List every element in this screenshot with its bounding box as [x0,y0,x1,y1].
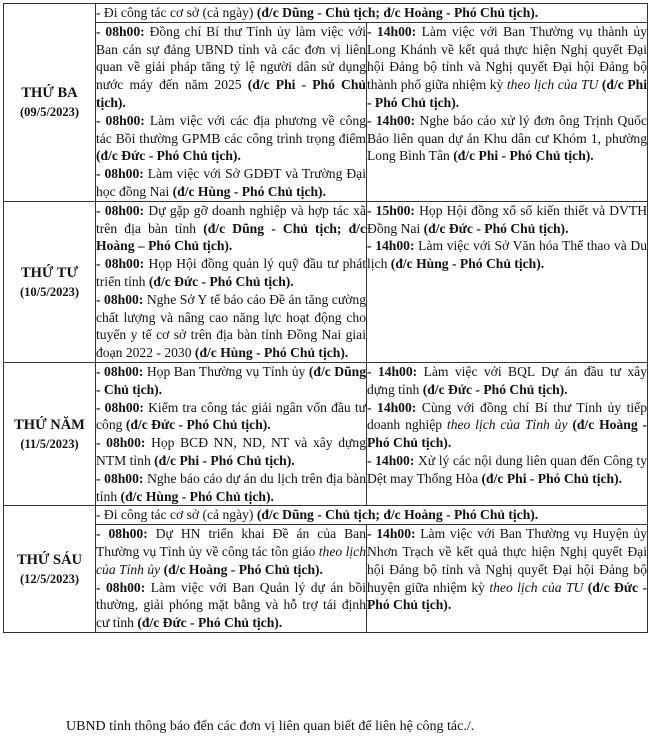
item-time: - 08h00: [96,202,145,218]
item-text: Làm việc với Ban Thường vụ thành ủy Long Khánh về kết quả thực hiện Nghị quyết Đại hội Đảng bộ tỉnh và Nghị quyết Đại hội Đảng bộ thành phố giữa nhiệm kỳ [367,23,647,93]
item-time: - 08h00: [96,291,144,307]
item-time: - 14h00: [367,452,415,468]
item-time: - 08h00: [96,470,144,486]
schedule-item [96,399,366,435]
item-time: - 15h00: [367,202,415,218]
schedule-item [367,23,647,112]
item-assignee: (đ/c Đức - Phó Chủ tịch). [96,148,241,164]
schedule-item [96,506,647,524]
item-text: Làm việc với Ban Thường vụ Huyện ủy Nhơn Trạch về kết quả thực hiện Nghị quyết Đại hội Đảng bộ tỉnh và Nghị quyết Đại hội Đảng bộ huyện giữa nhiệm kỳ [367,526,647,595]
item-time: - 14h00: [367,23,417,39]
schedule-item [96,434,366,470]
item-assignee: (đ/c Hoàng - Phó Chủ tịch). [163,561,323,577]
item-assignee: (đ/c Đức - Phó Chủ tịch). [423,220,569,236]
item-time: - 14h00: [367,399,417,415]
day-row [4,362,648,505]
item-text: Làm việc với BQL Dự án đầu tư xây dựng tỉnh [367,363,648,397]
day-date: (11/5/2023) [20,437,79,452]
day-row [4,201,648,362]
item-text: Nghe báo cáo xử lý đơn ông Trịnh Quốc Bảo liên quan dự án Khu dân cư Khóm 1, phường Long Bình Tân [367,112,648,164]
afternoon-cell [367,525,648,633]
day-row [4,22,648,201]
item-assignee: (đ/c Hoàng - Phó Chủ tịch). [367,417,647,451]
item-text: Dự HN triển khai Đề án của Ban Thường vụ Tỉnh ủy về công tác tôn giáo [96,526,367,559]
item-assignee: (đ/c Phi - Phó Chủ tịch). [481,470,623,486]
item-time: - 08h00: [96,579,146,595]
morning-cell [96,22,367,201]
item-italic-note: theo lịch của TU [506,77,599,93]
day-name: THỨ BA [21,85,78,102]
schedule-item [96,363,366,399]
schedule-item [367,525,647,614]
afternoon-cell [367,362,648,505]
item-time: - 08h00: [96,23,145,39]
schedule-item [367,202,647,238]
item-text: Làm việc với Sở GDĐT và Trường Đại học đồng Nai [96,166,366,199]
item-text: Xử lý các nội dung liên quan đến Công ty Dệt may Thống Hòa [367,452,647,486]
item-text: Họp Hội đồng xổ số kiến thiết và DVTH Đồng Nai [367,202,648,236]
day-row-full [4,4,648,23]
schedule-item [367,237,647,273]
item-time: - 08h00: [96,399,144,415]
day-row [4,525,648,633]
item-assignee: (đ/c Dũng - Chủ tịch). [96,363,367,397]
item-assignee: (đ/c Phi - Phó Chủ tịch). [154,452,295,468]
item-italic-note: theo lịch của Tỉnh ủy [446,417,568,433]
schedule-item [96,112,366,165]
item-assignee: (đ/c Phi - Phó Chủ tịch). [367,77,647,110]
item-assignee: (đ/c Dũng - Chủ tịch; đ/c Hoàng - Phó Chủ tịch). [256,5,539,20]
schedule-item [96,470,366,506]
item-time: - 14h00: [367,363,418,379]
schedule-item [96,202,366,255]
item-text: Họp BCĐ NN, ND, NT và xây dựng NTM tỉnh [96,435,366,468]
afternoon-cell [367,201,648,362]
item-text: Nghe Sở Y tế báo cáo Đề án tăng cường chất lượng và nâng cao năng lực hoạt động cho tuyến y tế cơ sở trên địa bàn tỉnh Đồng Nai giai đoạn 2022 - 2030 [96,291,366,361]
item-text: - Đi công tác cơ sở (cả ngày) [96,507,257,523]
item-text: Kiểm tra công tác giải ngân vốn đầu tư công [96,399,366,433]
day-date: (09/5/2023) [19,105,80,120]
item-assignee: (đ/c Dũng - Chủ tịch; đ/c Hoàng – Phó Chủ tịch). [96,220,366,254]
schedule-item [96,4,647,22]
item-text: Làm việc với Ban Quản lý dự án bồi thường, giải phóng mặt bằng và hỗ trợ tái định cư tỉnh [96,579,366,631]
morning-cell [96,525,367,633]
item-assignee: (đ/c Phi - Phó Chủ tịch). [453,148,594,164]
all-day-cell [96,4,648,23]
item-time: - 08h00: [96,166,144,182]
morning-cell [96,362,367,505]
all-day-cell [96,506,648,525]
item-assignee: (đ/c Dũng - Chủ tịch; đ/c Hoàng - Phó Chủ tịch). [256,507,539,523]
item-assignee: (đ/c Hùng - Phó Chủ tịch). [172,183,326,199]
item-assignee: (đ/c Hùng - Phó Chủ tịch). [194,345,349,361]
item-assignee: (đ/c Hùng - Phó Chủ tịch). [120,488,274,504]
day-date: (12/5/2023) [19,572,80,587]
schedule-item [96,579,366,632]
schedule-item [96,525,366,578]
day-cell [4,506,96,633]
item-assignee: (đ/c Đức - Phó Chủ tịch). [422,381,568,397]
item-text: Làm việc với Sở Văn hóa Thể thao và Du lịch [367,238,648,272]
schedule-item [96,23,366,112]
item-text: Nghe báo cáo dự án du lịch trên địa bàn tỉnh [96,470,366,504]
item-assignee: (đ/c Đức - Phó Chủ tịch). [367,579,647,613]
item-time: - 08h00: [96,526,148,542]
item-time: - 14h00: [367,526,416,542]
schedule-item [96,291,366,362]
schedule-item [367,112,647,165]
day-row-full [4,506,648,525]
item-time: - 08h00: [96,256,145,272]
item-text: Làm việc với các địa phương về công tác Bồi thường GPMB các công trình trọng điểm [96,112,366,146]
item-assignee: (đ/c Phi - Phó Chủ tịch). [96,77,366,110]
item-text: Họp Ban Thường vụ Tỉnh ủy [143,363,309,379]
closing-note: UBND tỉnh thông báo đến các đơn vị liên quan biết để liên hệ công tác./. [66,719,475,734]
day-cell [4,4,96,202]
day-name: THỨ SÁU [16,552,83,569]
schedule-item [96,165,366,201]
schedule-table [3,3,648,633]
day-name: THỨ TƯ [20,264,79,281]
item-assignee: (đ/c Đức - Phó Chủ tịch). [148,273,294,289]
item-assignee: (đ/c Đức - Phó Chủ tịch). [137,615,283,631]
day-cell [4,362,96,505]
item-italic-note: theo lịch của Tỉnh ủy [96,543,367,577]
day-name: THỨ NĂM [14,417,85,434]
item-italic-note: theo lịch của TU [489,579,584,595]
day-date: (10/5/2023) [19,284,80,299]
schedule-item [367,363,647,399]
item-time: - 08h00: [96,363,144,379]
item-text: - Đi công tác cơ sở (cả ngày) [96,5,257,20]
item-text: Dự gặp gỡ doanh nghiệp và hợp tác xã trên địa bàn tỉnh [96,202,366,236]
item-time: - 08h00: [96,435,146,451]
item-time: - 14h00: [367,238,415,254]
item-text: Đồng chí Bí thư Tỉnh ủy làm việc với Ban cán sự đảng UBND tỉnh và các đơn vị liên quan về giải pháp tăng tỷ lệ người dân sử dụng nước máy đến năm 2025 [96,23,366,93]
schedule-item [367,399,647,452]
item-assignee: (đ/c Hùng - Phó Chủ tịch). [390,256,545,272]
item-assignee: (đ/c Đức - Phó Chủ tịch). [125,417,271,433]
schedule-item [96,255,366,291]
afternoon-cell [367,22,648,201]
item-text: Họp Hội đồng quản lý quỹ đầu tư phát triển tỉnh [96,256,367,289]
item-time: - 08h00: [96,112,145,128]
item-text: Cùng với đồng chí Bí thư Tỉnh ủy tiếp doanh nghiệp [367,399,648,433]
item-time: - 14h00: [367,112,416,128]
day-cell [4,201,96,362]
schedule-item [367,452,647,488]
morning-cell [96,201,367,362]
